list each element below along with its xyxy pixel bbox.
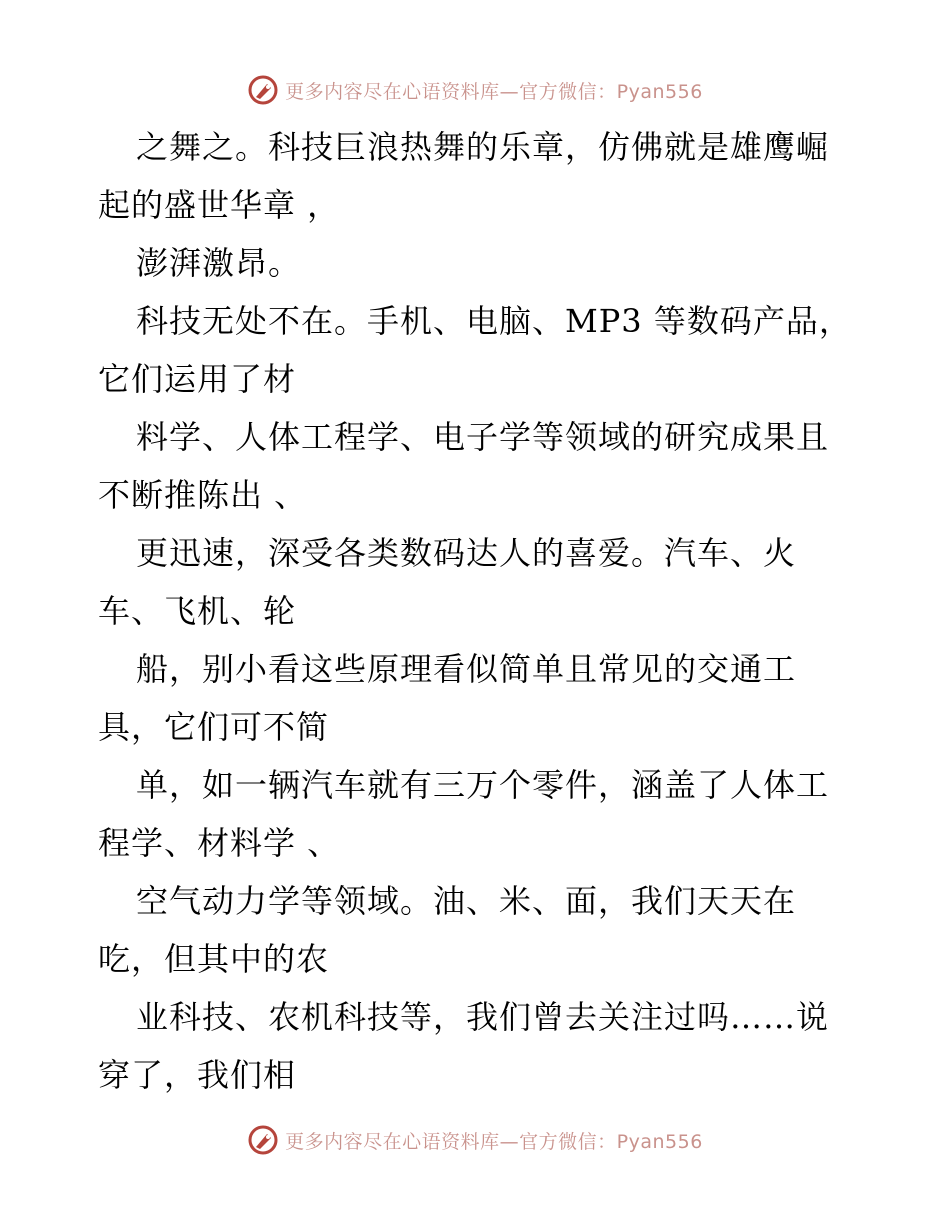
document-body	[98, 118, 858, 1104]
text-line: 科技无处不在。手机、电脑、MP3 等数码产品，	[136, 302, 852, 340]
text-line: 澎湃激昂。	[136, 244, 302, 282]
text-line: 具，它们可不简	[98, 708, 330, 746]
text-line: 空气动力学等领域。油、米、面，我们天天在	[136, 882, 797, 920]
text-line: 料学、人体工程学、电子学等领域的研究成果且	[136, 418, 830, 456]
text-line: 船，别小看这些原理看似简单且常见的交通工	[136, 650, 797, 688]
text-line: 业科技、农机科技等，我们曾去关注过吗……说	[136, 998, 830, 1036]
text-line: 它们运用了材	[98, 360, 297, 398]
text-line: 穿了，我们相	[98, 1056, 297, 1094]
text-line: 起的盛世华章 ，	[98, 186, 341, 224]
header-banner	[0, 70, 950, 110]
text-line: 之舞之。科技巨浪热舞的乐章，仿佛就是雄鹰崛	[136, 128, 830, 166]
footer-banner-text: 更多内容尽在心语资料库—官方微信：Pyan556	[285, 1130, 703, 1153]
text-line: 不断推陈出 、	[98, 476, 308, 514]
footer-banner	[0, 1120, 950, 1160]
text-line: 吃，但其中的农	[98, 940, 330, 978]
pen-nib-logo-icon	[247, 74, 279, 106]
pen-nib-logo-icon	[247, 1124, 279, 1156]
text-line: 单，如一辆汽车就有三万个零件，涵盖了人体工	[136, 766, 830, 804]
text-line: 车、飞机、轮	[98, 592, 297, 630]
header-banner-text: 更多内容尽在心语资料库—官方微信：Pyan556	[285, 80, 703, 103]
text-line: 程学、材料学 、	[98, 824, 341, 862]
text-line: 更迅速，深受各类数码达人的喜爱。汽车、火	[136, 534, 797, 572]
